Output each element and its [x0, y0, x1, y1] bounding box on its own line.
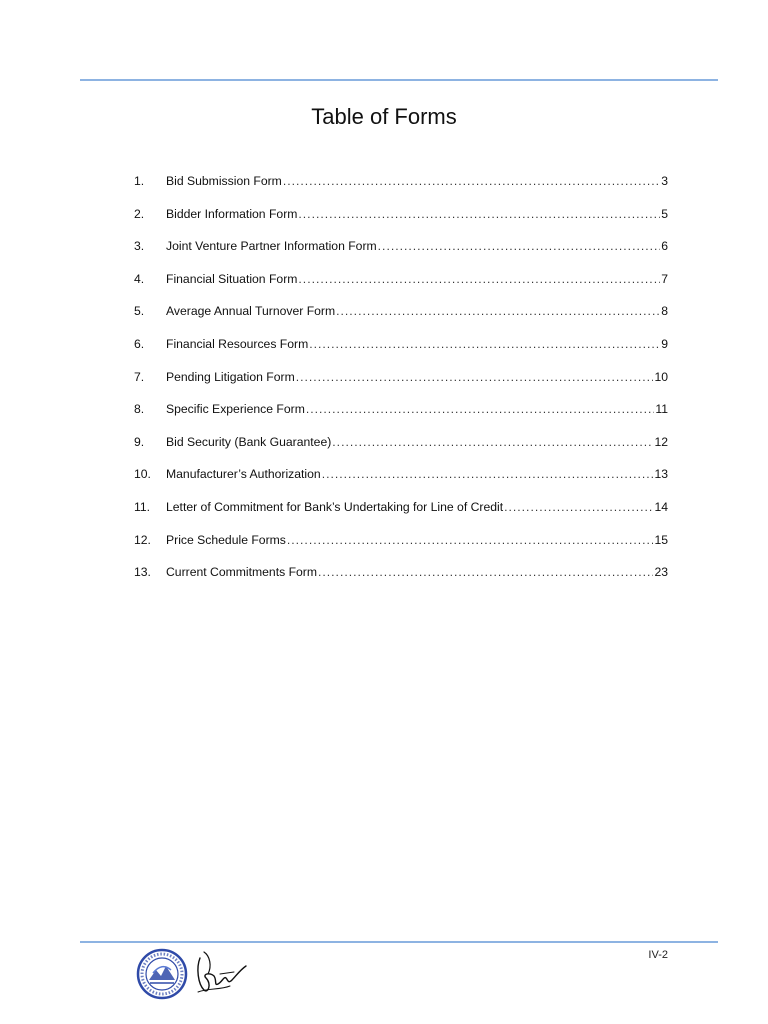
toc-entry[interactable]	[134, 367, 668, 400]
toc-entry-number: 9.	[134, 434, 145, 449]
dot-leader	[298, 204, 660, 224]
toc-entry-label: Manufacturer’s Authorization	[166, 467, 321, 482]
toc-entry-page: 11	[655, 402, 668, 417]
toc-entry-page: 12	[654, 434, 668, 449]
toc-entry-page: 13	[654, 467, 668, 482]
toc-entry[interactable]	[134, 530, 668, 563]
dot-leader	[378, 236, 661, 256]
toc-entry-label: Financial Resources Form	[166, 336, 309, 351]
toc-entry-number: 2.	[134, 206, 145, 221]
toc-entry-page: 15	[654, 532, 668, 547]
dot-leader	[296, 367, 654, 387]
dot-leader	[318, 562, 653, 582]
dot-leader	[332, 432, 653, 452]
toc-entry-page: 10	[654, 369, 668, 384]
dot-leader	[283, 171, 660, 191]
toc-entry-label: Financial Situation Form	[166, 271, 298, 286]
toc-entry[interactable]	[134, 301, 668, 334]
toc-entry-label: Bid Security (Bank Guarantee)	[166, 434, 332, 449]
toc-entry-number: 3.	[134, 239, 145, 254]
toc-entry-label: Bidder Information Form	[166, 206, 298, 221]
toc-entry-page: 9	[661, 336, 668, 351]
dot-leader	[336, 301, 660, 321]
toc-entry[interactable]	[134, 464, 668, 497]
toc-entry-label: Pending Litigation Form	[166, 369, 295, 384]
toc-entry[interactable]	[134, 399, 668, 432]
toc-entry[interactable]	[134, 334, 668, 367]
toc-entry-label: Price Schedule Forms	[166, 532, 286, 547]
page-title: Table of Forms	[311, 103, 457, 129]
toc-entry-page: 8	[661, 304, 668, 319]
footer-rule	[80, 941, 718, 943]
dot-leader	[322, 464, 654, 484]
dot-leader	[309, 334, 660, 354]
toc-entry-page: 6	[661, 239, 668, 254]
toc-entry-number: 11.	[134, 499, 151, 514]
toc-entry-label: Current Commitments Form	[166, 565, 318, 580]
toc-entry[interactable]	[134, 269, 668, 302]
dot-leader	[504, 497, 653, 517]
toc-entry-page: 14	[654, 499, 668, 514]
dot-leader	[306, 399, 654, 419]
table-of-forms	[134, 171, 668, 595]
dot-leader	[287, 530, 654, 550]
toc-entry[interactable]	[134, 497, 668, 530]
organization-seal-logo-icon	[136, 948, 188, 1000]
toc-entry-number: 7.	[134, 369, 145, 384]
handwritten-signature-icon	[190, 944, 250, 1000]
page-number: IV-2	[648, 949, 668, 961]
toc-entry-number: 10.	[134, 467, 151, 482]
toc-entry-number: 1.	[134, 174, 145, 188]
toc-entry-number: 8.	[134, 402, 145, 417]
toc-entry-page: 23	[654, 565, 668, 580]
toc-entry[interactable]	[134, 236, 668, 269]
toc-entry-page: 5	[661, 206, 668, 221]
toc-entry-label: Bid Submission Form	[166, 174, 282, 188]
toc-entry-label: Letter of Commitment for Bank’s Undertaking for Line of Credit	[166, 499, 504, 514]
toc-entry-label: Joint Venture Partner Information Form	[166, 239, 377, 254]
toc-entry-page: 7	[661, 271, 668, 286]
header-rule	[80, 79, 718, 81]
toc-entry-label: Average Annual Turnover Form	[166, 304, 336, 319]
toc-entry-label: Specific Experience Form	[166, 402, 305, 417]
toc-entry-number: 12.	[134, 532, 151, 547]
toc-entry[interactable]	[134, 204, 668, 237]
toc-entry[interactable]	[134, 432, 668, 465]
toc-entry-page: 3	[661, 174, 668, 188]
toc-entry-number: 6.	[134, 336, 145, 351]
toc-entry[interactable]	[134, 562, 668, 595]
toc-entry-number: 4.	[134, 271, 145, 286]
toc-entry[interactable]	[134, 171, 668, 204]
dot-leader	[298, 269, 660, 289]
toc-entry-number: 5.	[134, 304, 145, 319]
toc-entry-number: 13.	[134, 565, 151, 580]
